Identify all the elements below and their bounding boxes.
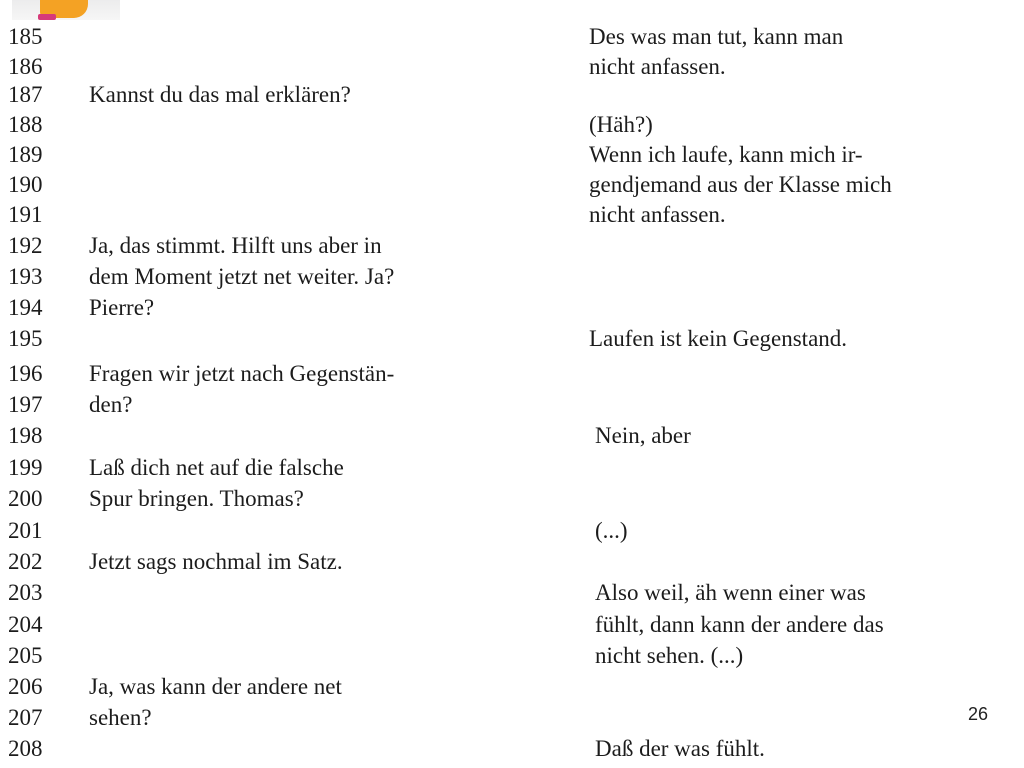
student-utterance: nicht anfassen. — [589, 202, 726, 227]
transcript-row — [0, 110, 1024, 140]
transcript-row — [0, 324, 1024, 354]
line-number: 208 — [8, 736, 43, 761]
line-number: 201 — [8, 518, 43, 543]
page-number: 26 — [967, 704, 988, 724]
teacher-utterance: den? — [89, 392, 133, 417]
teacher-utterance: Kannst du das mal erklären? — [89, 82, 351, 107]
student-utterance: (...) — [595, 518, 628, 543]
transcript-row — [0, 22, 1024, 52]
transcript-row — [0, 516, 1024, 546]
transcript-row — [0, 359, 1024, 389]
transcript-row — [0, 262, 1024, 292]
transcript-row — [0, 293, 1024, 323]
line-number: 192 — [8, 233, 43, 258]
student-utterance: gendjemand aus der Klasse mich — [589, 172, 892, 197]
line-number: 187 — [8, 82, 43, 107]
student-utterance: Des was man tut, kann man — [589, 24, 844, 49]
teacher-utterance: Jetzt sags nochmal im Satz. — [89, 549, 343, 574]
student-utterance: nicht sehen. (...) — [595, 643, 744, 668]
line-number: 199 — [8, 455, 43, 480]
student-utterance: fühlt, dann kann der andere das — [595, 612, 884, 637]
transcript-row — [0, 703, 1024, 733]
teacher-utterance: Pierre? — [89, 295, 155, 320]
line-number: 205 — [8, 643, 43, 668]
student-utterance: Wenn ich laufe, kann mich ir- — [589, 142, 863, 167]
line-number: 204 — [8, 612, 43, 637]
transcript-row — [0, 672, 1024, 702]
line-number: 202 — [8, 549, 43, 574]
transcript-row — [0, 231, 1024, 261]
teacher-utterance: Ja, was kann der andere net — [89, 674, 342, 699]
transcript-row — [0, 734, 1024, 764]
student-utterance: Daß der was fühlt. — [595, 736, 765, 761]
transcript-row — [0, 200, 1024, 230]
line-number: 206 — [8, 674, 43, 699]
transcript-row — [0, 610, 1024, 640]
line-number: 197 — [8, 392, 43, 417]
line-number: 194 — [8, 295, 43, 320]
transcript-row — [0, 421, 1024, 451]
student-utterance: Laufen ist kein Gegenstand. — [589, 326, 848, 351]
transcript-row — [0, 80, 1024, 110]
student-utterance: nicht anfassen. — [589, 54, 726, 79]
transcript-row — [0, 578, 1024, 608]
line-number: 188 — [8, 112, 43, 137]
line-number: 198 — [8, 423, 43, 448]
transcript-row — [0, 547, 1024, 577]
student-utterance: Also weil, äh wenn einer was — [595, 580, 866, 605]
line-number: 207 — [8, 705, 43, 730]
transcript-row — [0, 140, 1024, 170]
line-number: 193 — [8, 264, 43, 289]
student-utterance: Nein, aber — [595, 423, 691, 448]
line-number: 189 — [8, 142, 43, 167]
transcript-row — [0, 390, 1024, 420]
teacher-utterance: Ja, das stimmt. Hilft uns aber in — [89, 233, 382, 258]
transcript-row — [0, 453, 1024, 483]
transcript-row — [0, 484, 1024, 514]
transcript-row — [0, 170, 1024, 200]
teacher-utterance: Spur bringen. Thomas? — [89, 486, 304, 511]
line-number: 200 — [8, 486, 43, 511]
line-number: 185 — [8, 24, 43, 49]
teacher-utterance: dem Moment jetzt net weiter. Ja? — [89, 264, 395, 289]
teacher-utterance: sehen? — [89, 705, 152, 730]
transcript-row — [0, 641, 1024, 671]
line-number: 195 — [8, 326, 43, 351]
teacher-utterance: Laß dich net auf die falsche — [89, 455, 344, 480]
transcript-row — [0, 52, 1024, 82]
line-number: 196 — [8, 361, 43, 386]
student-utterance: (Häh?) — [589, 112, 653, 137]
line-number: 190 — [8, 172, 43, 197]
line-number: 203 — [8, 580, 43, 605]
teacher-utterance: Fragen wir jetzt nach Gegenstän- — [89, 361, 395, 386]
line-number: 186 — [8, 54, 43, 79]
line-number: 191 — [8, 202, 43, 227]
